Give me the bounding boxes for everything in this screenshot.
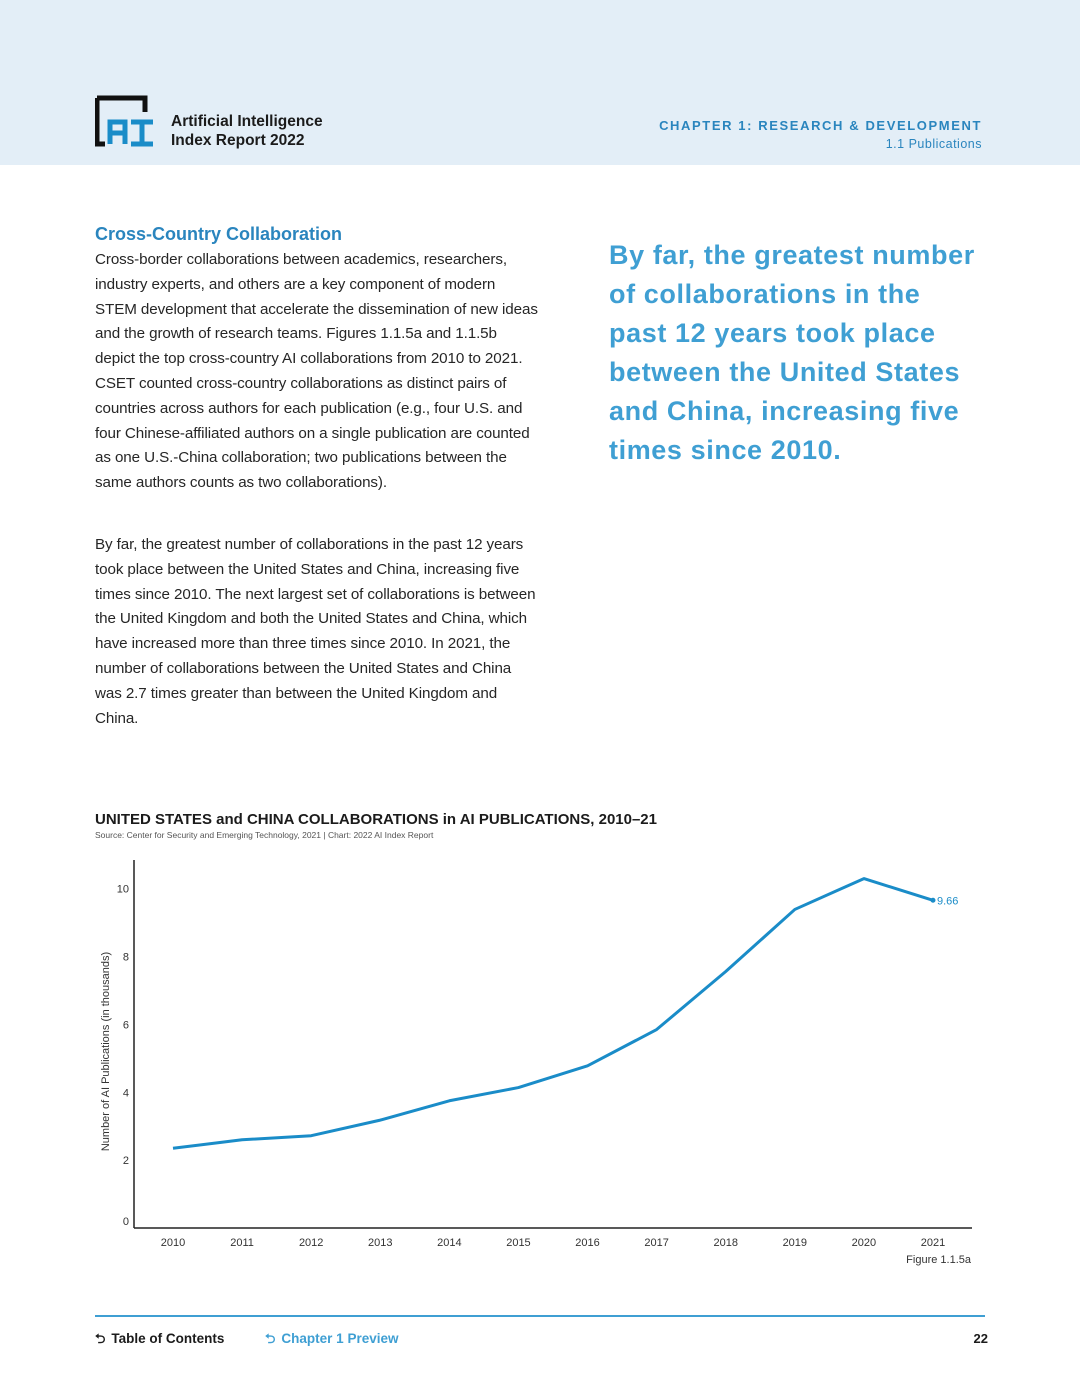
y-tick-label: 0 xyxy=(122,1216,129,1228)
line-chart xyxy=(0,850,1080,1250)
x-tick-label: 2021 xyxy=(920,1237,946,1249)
y-axis-label: Number of AI Publications (in thousands) xyxy=(100,951,112,1152)
x-tick-label: 2016 xyxy=(575,1237,600,1249)
ai-index-logo xyxy=(95,94,155,148)
x-tick-label: 2019 xyxy=(782,1237,808,1249)
brand-line-2: Index Report 2022 xyxy=(171,132,305,149)
pull-quote: By far, the greatest number of collaborations in the past 12 years took place between the United States and China, increasing five times since 2010. xyxy=(609,240,975,465)
chapter-preview-label: Chapter 1 Preview xyxy=(281,1331,399,1346)
chapter-preview-link[interactable] xyxy=(265,1330,398,1352)
figure-label: Figure 1.1.5a xyxy=(906,1254,971,1266)
chart-title: UNITED STATES and CHINA COLLABORATIONS in AI PUBLICATIONS, 2010–21 xyxy=(95,811,657,828)
paragraph-2: By far, the greatest number of collaborations in the past 12 years took place between the United States and China, increasing five times since 2010. The next largest set of collaborations is between the United Kingdom and both the United States and China, which have increased more than three times since 2010. In 2021, the number of collaborations between the United States and China was 2.7 times greater than between the United Kingdom and China. xyxy=(95,536,536,727)
y-tick-label: 6 xyxy=(122,1019,129,1032)
x-tick-label: 2013 xyxy=(368,1237,393,1249)
x-tick-label: 2017 xyxy=(644,1237,669,1249)
return-arrow-icon: ⮌ xyxy=(265,1331,276,1346)
x-tick-label: 2020 xyxy=(851,1237,877,1249)
section-title: Cross-Country Collaboration xyxy=(95,224,343,244)
page-number: 22 xyxy=(973,1331,988,1346)
x-tick-label: 2010 xyxy=(160,1237,186,1249)
x-tick-label: 2012 xyxy=(298,1237,324,1249)
y-tick-label: 2 xyxy=(122,1155,129,1168)
paragraph-1: Cross-border collaborations between academics, researchers, industry experts, and others are a key component of modern STEM development that accelerate the dissemination of new ideas and the growth of research teams. Figures 1.1.5a and 1.1.5b depict the top cross-country AI collaborations from 2010 to 2021. CSET counted cross-country collaborations as distinct pairs of countries across authors for each publication (e.g., four U.S. and four Chinese-affiliated authors on a single publication are counted as one U.S.-China collaboration; two publications between the same authors counts as two collaborations). xyxy=(95,251,538,492)
data-point xyxy=(931,898,936,903)
table-of-contents-link[interactable] xyxy=(95,1330,224,1352)
x-tick-label: 2014 xyxy=(437,1237,462,1249)
section-heading: 1.1 Publications xyxy=(885,137,982,151)
chapter-heading: CHAPTER 1: RESEARCH & DEVELOPMENT xyxy=(659,118,982,133)
x-tick-label: 2015 xyxy=(506,1237,531,1249)
y-tick-label: 10 xyxy=(116,883,129,896)
y-tick-label: 4 xyxy=(122,1087,129,1100)
end-data-label: 9.66 xyxy=(937,895,959,908)
series-line xyxy=(173,879,933,1149)
footer-divider xyxy=(95,1315,985,1317)
x-tick-label: 2011 xyxy=(230,1237,254,1249)
return-arrow-icon: ⮌ xyxy=(95,1331,106,1346)
brand-title xyxy=(171,112,323,150)
y-tick-label: 8 xyxy=(122,951,129,964)
x-tick-label: 2018 xyxy=(713,1237,738,1249)
brand-line-1: Artificial Intelligence xyxy=(171,113,323,130)
chart-source: Source: Center for Security and Emerging Technology, 2021 | Chart: 2022 AI Index Report xyxy=(95,830,434,840)
toc-label: Table of Contents xyxy=(111,1331,225,1346)
